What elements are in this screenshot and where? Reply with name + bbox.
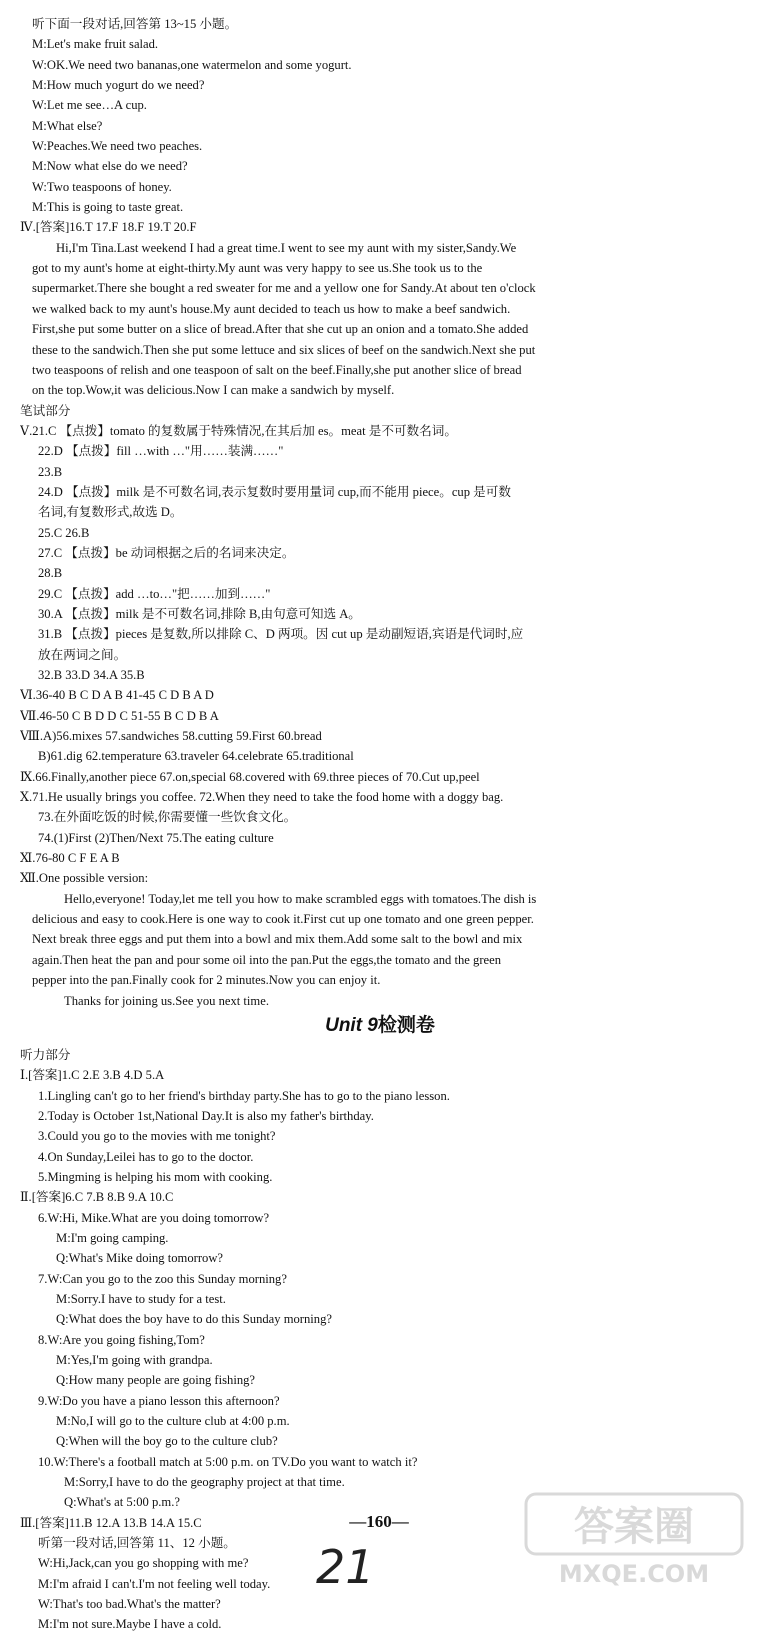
text-line: Hello,everyone! Today,let me tell you how to make scrambled eggs with tomatoes.The dish is [64, 891, 537, 906]
text-line: 听第一段对话,回答第 11、12 小题。 [38, 1536, 236, 1551]
text-line: on the top.Wow,it was delicious.Now I can make a sandwich by myself. [32, 383, 395, 398]
text-line: 听下面一段对话,回答第 13~15 小题。 [32, 17, 238, 31]
text-line: Hi,I'm Tina.Last weekend I had a great time.I went to see my aunt with my sister,Sandy.We [56, 240, 517, 255]
text-line: 23.B [38, 464, 63, 479]
text-line: 27.C 【点拨】be 动词根据之后的名词来决定。 [38, 545, 295, 560]
text-line: Ⅸ.66.Finally,another piece 67.on,special 68.covered with 69.three pieces of 70.Cut up,peel [20, 769, 480, 784]
text-line: 放在两词之间。 [38, 647, 127, 662]
section-title-unit: Unit 9 [325, 1014, 378, 1036]
text-line: 3.Could you go to the movies with me tonight? [38, 1129, 276, 1144]
unit-8-answers [20, 14, 740, 1011]
text-line: M:What else? [32, 118, 103, 133]
text-line: 10.W:There's a football match at 5:00 p.m. on TV.Do you want to watch it? [38, 1454, 418, 1469]
text-line: Thanks for joining us.See you next time. [64, 993, 269, 1008]
text-line: Q:When will the boy go to the culture club? [56, 1434, 278, 1449]
text-line: 32.B 33.D 34.A 35.B [38, 668, 145, 682]
text-line: Next break three eggs and put them into a bowl and mix them.Add some salt to the bowl and mix [32, 932, 523, 947]
handwritten-number: 21 [316, 1540, 375, 1594]
text-line: supermarket.There she bought a red sweater for me and a yellow one for Sandy.At about ten o'clock [32, 281, 536, 296]
svg-text:答案圈: 答案圈 [574, 1504, 694, 1550]
text-line: 74.(1)First (2)Then/Next 75.The eating culture [38, 830, 274, 845]
text-line: B)61.dig 62.temperature 63.traveler 64.celebrate 65.traditional [38, 749, 354, 764]
text-line: 笔试部分 [20, 403, 71, 418]
text-line: 22.D 【点拨】fill …with …"用……装满……" [38, 444, 284, 459]
text-line: W:That's too bad.What's the matter? [38, 1597, 221, 1612]
text-line: M:Yes,I'm going with grandpa. [56, 1353, 213, 1367]
text-line: 7.W:Can you go to the zoo this Sunday morning? [38, 1271, 287, 1286]
text-line: Q:What's Mike doing tomorrow? [56, 1251, 224, 1266]
text-line: Ⅵ.36-40 B C D A B 41-45 C D B A D [20, 688, 214, 703]
text-line: W:Two teaspoons of honey. [32, 179, 172, 194]
text-line: Q:What's at 5:00 p.m.? [64, 1495, 180, 1510]
text-line: M:Now what else do we need? [32, 159, 188, 174]
text-line: 1.Lingling can't go to her friend's birthday party.She has to go to the piano lesson. [38, 1088, 450, 1103]
text-line: 30.A 【点拨】milk 是不可数名词,排除 B,由句意可知选 A。 [38, 606, 361, 621]
text-line: M:I'm afraid I can't.I'm not feeling well today. [38, 1576, 271, 1591]
text-line: 5.Mingming is helping his mom with cooking. [38, 1169, 273, 1184]
text-line: M:Sorry.I have to study for a test. [56, 1291, 226, 1306]
text-line: we walked back to my aunt's house.My aunt decided to teach us how to make a beef sandwich. [32, 301, 511, 316]
text-line: pepper into the pan.Finally cook for 2 minutes.Now you can enjoy it. [32, 973, 381, 988]
text-line: M:How much yogurt do we need? [32, 78, 205, 93]
text-line: again.Then heat the pan and pour some oil into the pan.Put the eggs,the tomato and the green [32, 952, 501, 967]
text-line: M:I'm going camping. [56, 1230, 169, 1245]
text-line: Ⅴ.21.C 【点拨】tomato 的复数属于特殊情况,在其后加 es。meat 是不可数名词。 [20, 423, 457, 438]
text-line: M:Let's make fruit salad. [32, 37, 159, 52]
text-line: M:This is going to taste great. [32, 200, 184, 215]
text-line: these to the sandwich.Then she put some lettuce and six slices of beef on the sandwich.Next she put [32, 342, 536, 357]
text-line: Q:What does the boy have to do this Sunday morning? [56, 1312, 332, 1327]
text-line: M:No,I will go to the culture club at 4:00 p.m. [56, 1414, 290, 1429]
text-line: W:Hi,Jack,can you go shopping with me? [38, 1556, 249, 1571]
text-line: two teaspoons of relish and one teaspoon of salt on the beef.Finally,she put another slice of bread [32, 362, 522, 377]
text-line: 28.B [38, 566, 63, 581]
text-line: 4.On Sunday,Leilei has to go to the doctor. [38, 1149, 254, 1164]
text-line: Ⅳ.[答案]16.T 17.F 18.F 19.T 20.F [20, 220, 197, 235]
text-line: Ⅱ.[答案]6.C 7.B 8.B 9.A 10.C [20, 1190, 174, 1205]
text-line: Ⅲ.[答案]11.B 12.A 13.B 14.A 15.C [20, 1515, 202, 1530]
text-line: delicious and easy to cook.Here is one way to cook it.First cut up one tomato and one green pepper. [32, 912, 534, 927]
text-line: M:Sorry,I have to do the geography project at that time. [64, 1475, 345, 1490]
page-number: —160— [349, 1512, 409, 1531]
text-line: 6.W:Hi, Mike.What are you doing tomorrow? [38, 1210, 270, 1225]
text-line: W:Peaches.We need two peaches. [32, 139, 203, 154]
text-line: Ⅰ.[答案]1.C 2.E 3.B 4.D 5.A [20, 1068, 165, 1083]
section-title-rest: 检测卷 [377, 1014, 435, 1036]
text-line: 73.在外面吃饭的时候,你需要懂一些饮食文化。 [38, 810, 297, 825]
text-line: Ⅷ.A)56.mixes 57.sandwiches 58.cutting 59.First 60.bread [20, 729, 322, 744]
text-line: Q:How many people are going fishing? [56, 1373, 256, 1388]
text-line: M:I'm not sure.Maybe I have a cold. [38, 1617, 222, 1632]
text-line: First,she put some butter on a slice of bread.After that she cut up an onion and a tomato.She added [32, 322, 529, 337]
text-line: 名词,有复数形式,故选 D。 [38, 505, 183, 520]
text-line: Ⅺ.76-80 C F E A B [20, 851, 120, 866]
text-line: 2.Today is October 1st,National Day.It is also my father's birthday. [38, 1108, 374, 1123]
text-line: W:OK.We need two bananas,one watermelon and some yogurt. [32, 57, 352, 72]
text-line: Ⅶ.46-50 C B D D C 51-55 B C D B A [20, 708, 219, 723]
watermark-logo [520, 1488, 748, 1592]
text-line: 8.W:Are you going fishing,Tom? [38, 1332, 205, 1347]
text-line: 9.W:Do you have a piano lesson this afternoon? [38, 1393, 280, 1408]
svg-text:MXQE.COM: MXQE.COM [558, 1560, 710, 1588]
text-line: 29.C 【点拨】add …to…"把……加到……" [38, 586, 271, 601]
text-line: 24.D 【点拨】milk 是不可数名词,表示复数时要用量词 cup,而不能用 piece。cup 是可数 [38, 484, 511, 499]
text-line: Ⅹ.71.He usually brings you coffee. 72.When they need to take the food home with a doggy bag. [20, 790, 504, 805]
answer-page [20, 14, 740, 1635]
text-line: W:Let me see…A cup. [32, 98, 147, 113]
section-title [20, 1011, 740, 1045]
text-line: Ⅻ.One possible version: [20, 871, 149, 886]
text-line: 31.B 【点拨】pieces 是复数,所以排除 C、D 两项。因 cut up 是动副短语,宾语是代词时,应 [38, 627, 524, 642]
text-line: 听力部分 [20, 1047, 71, 1062]
text-line: got to my aunt's home at eight-thirty.My aunt was very happy to see us.She took us to the [32, 261, 483, 276]
text-line: 25.C 26.B [38, 525, 90, 540]
